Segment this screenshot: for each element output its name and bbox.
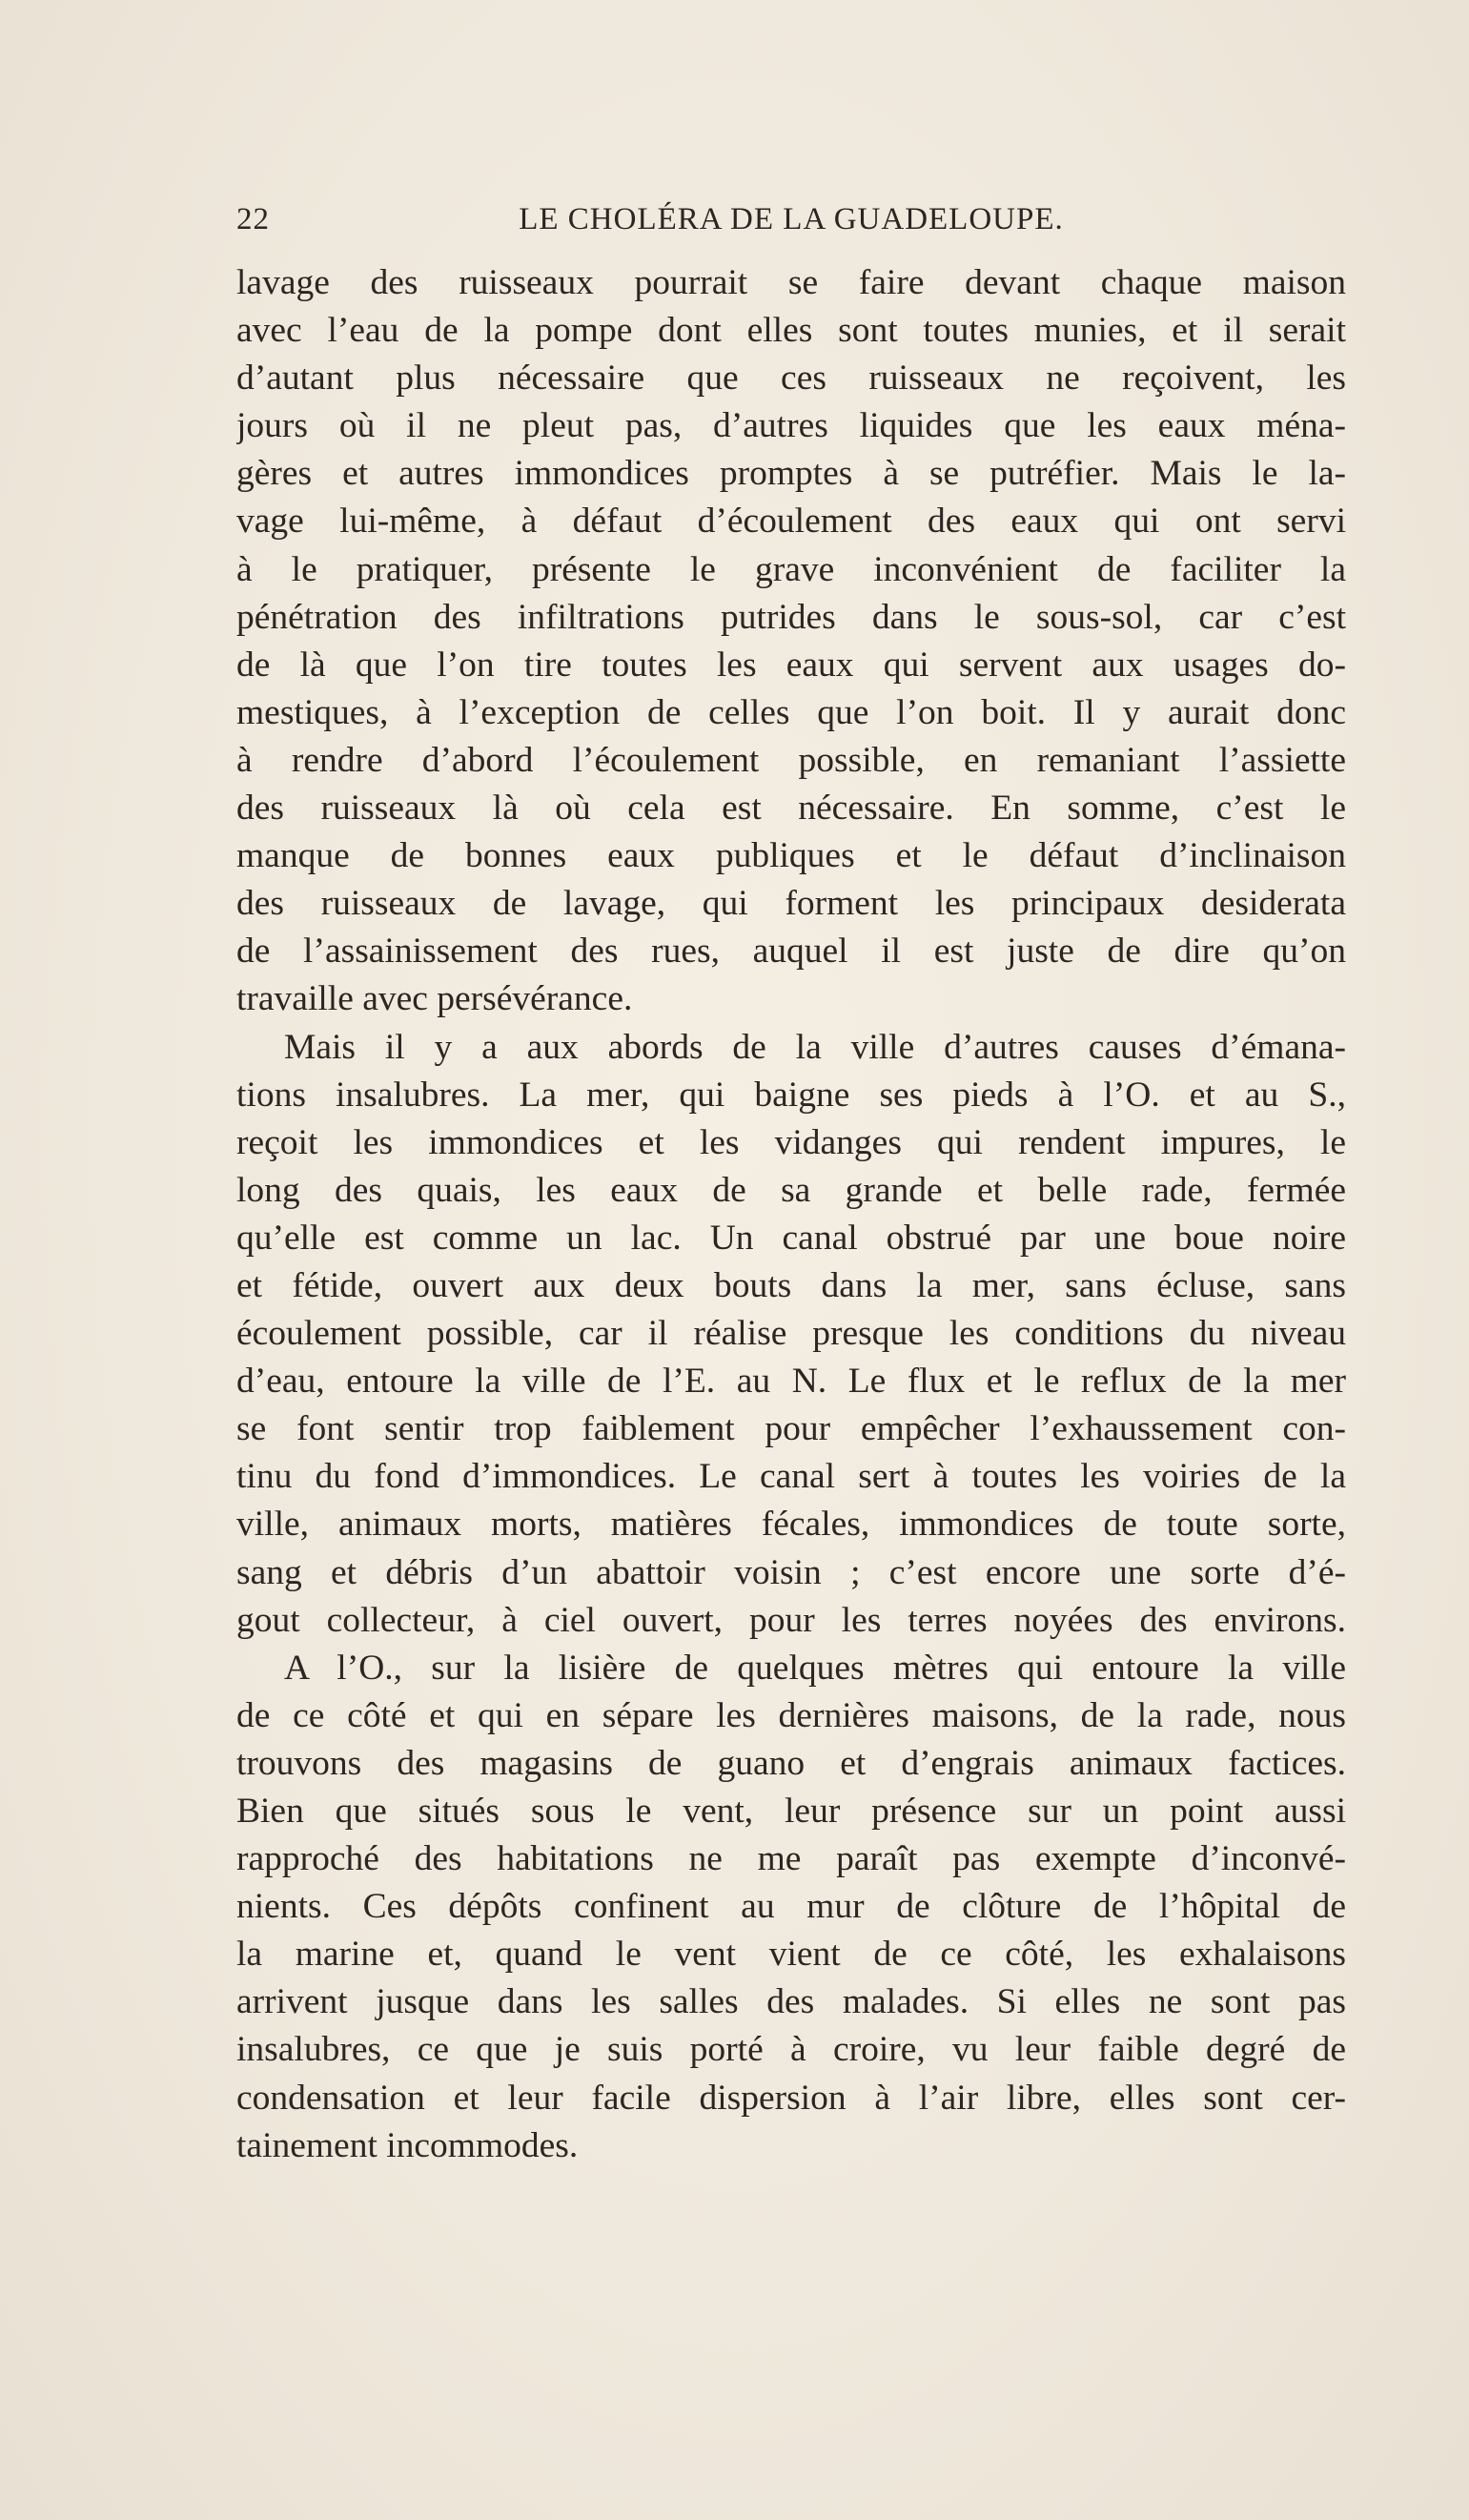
text-line: lavage des ruisseaux pourrait se faire devant chaque maison (236, 263, 1346, 302)
text-line: jours où il ne pleut pas, d’autres liquides que les eaux ména- (236, 406, 1346, 446)
running-title: LE CHOLÉRA DE LA GUADELOUPE. (519, 202, 1064, 236)
text-line: à rendre d’abord l’écoulement possible, en remaniant l’assiette (236, 740, 1346, 780)
text-line: condensation et leur facile dispersion à l’air libre, elles sont cer- (236, 2078, 1346, 2118)
text-line: manque de bonnes eaux publiques et le défaut d’inclinaison (236, 836, 1346, 876)
text-line: d’eau, entoure la ville de l’E. au N. Le flux et le reflux de la mer (236, 1362, 1346, 1402)
text-line: gout collecteur, à ciel ouvert, pour les terres noyées des environs. (236, 1600, 1346, 1640)
text-line: reçoit les immondices et les vidanges qui rendent impures, le (236, 1122, 1346, 1162)
text-line: des ruisseaux là où cela est nécessaire. En somme, c’est le (236, 789, 1346, 829)
text-line: Mais il y a aux abords de la ville d’autres causes d’émana- (284, 1027, 1346, 1067)
text-line: long des quais, les eaux de sa grande et belle rade, fermée (236, 1170, 1346, 1210)
text-line: arrivent jusque dans les salles des malades. Si elles ne sont pas (236, 1982, 1346, 2022)
text-line: A l’O., sur la lisière de quelques mètres qui entoure la ville (284, 1648, 1346, 1688)
text-line: tainement incommodes. (236, 2125, 579, 2165)
text-line: Bien que situés sous le vent, leur présence sur un point aussi (236, 1792, 1346, 1831)
running-head (236, 202, 1346, 250)
text-line: la marine et, quand le vent vient de ce côté, les exhalaisons (236, 1935, 1346, 1975)
text-line: ville, animaux morts, matières fécales, immondices de toute sorte, (236, 1505, 1346, 1545)
text-line: insalubres, ce que je suis porté à croire, vu leur faible degré de (236, 2030, 1346, 2070)
text-line: vage lui-même, à défaut d’écoulement des eaux qui ont servi (236, 502, 1346, 542)
text-line: trouvons des magasins de guano et d’engrais animaux factices. (236, 1743, 1346, 1783)
text-line: tions insalubres. La mer, qui baigne ses pieds à l’O. et au S., (236, 1075, 1346, 1115)
text-line: de là que l’on tire toutes les eaux qui servent aux usages do- (236, 645, 1346, 685)
text-line: de l’assainissement des rues, auquel il est juste de dire qu’on (236, 932, 1346, 972)
text-line: gères et autres immondices promptes à se putréfier. Mais le la- (236, 454, 1346, 494)
text-line: tinu du fond d’immondices. Le canal sert à toutes les voiries de la (236, 1457, 1346, 1497)
text-line: avec l’eau de la pompe dont elles sont toutes munies, et il serait (236, 311, 1346, 351)
text-line: sang et débris d’un abattoir voisin ; c’est encore une sorte d’é- (236, 1552, 1346, 1592)
text-line: pénétration des infiltrations putrides dans le sous-sol, car c’est (236, 597, 1346, 637)
text-line: rapproché des habitations ne me paraît pas exempte d’inconvé- (236, 1839, 1346, 1879)
text-line: nients. Ces dépôts confinent au mur de clôture de l’hôpital de (236, 1887, 1346, 1927)
text-line: travaille avec persévérance. (236, 979, 633, 1019)
text-line: à le pratiquer, présente le grave inconvénient de faciliter la (236, 549, 1346, 589)
text-line: écoulement possible, car il réalise presque les conditions du niveau (236, 1314, 1346, 1354)
body-text (236, 259, 1346, 2170)
text-line: de ce côté et qui en sépare les dernières maisons, de la rade, nous (236, 1695, 1346, 1735)
text-line: se font sentir trop faiblement pour empêcher l’exhaussement con- (236, 1409, 1346, 1449)
text-line: qu’elle est comme un lac. Un canal obstrué par une boue noire (236, 1218, 1346, 1258)
text-line: mestiques, à l’exception de celles que l’on boit. Il y aurait donc (236, 692, 1346, 732)
text-line: des ruisseaux de lavage, qui forment les principaux desiderata (236, 884, 1346, 924)
text-line: d’autant plus nécessaire que ces ruisseaux ne reçoivent, les (236, 359, 1346, 399)
page-number: 22 (236, 202, 270, 236)
text-line: et fétide, ouvert aux deux bouts dans la mer, sans écluse, sans (236, 1265, 1346, 1305)
